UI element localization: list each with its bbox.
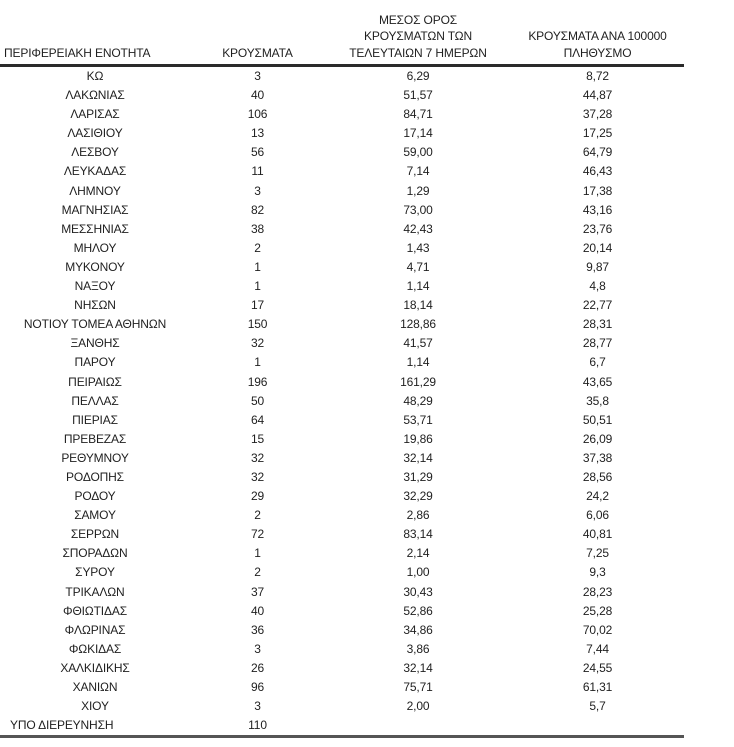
cell-avg7d: 31,29: [403, 469, 433, 484]
cell-cases: 56: [250, 145, 265, 160]
cell-cases: 1: [254, 279, 261, 294]
cell-per100k: 6,7: [589, 355, 606, 370]
cell-region: ΦΩΚΙΔΑΣ: [68, 641, 122, 656]
cell-region: ΝΗΣΩΝ: [74, 298, 116, 313]
cell-per100k: 35,8: [586, 393, 609, 408]
column-header-7day-average-line3: ΤΕΛΕΥΤΑΙΩΝ 7 ΗΜΕΡΩΝ: [349, 45, 487, 60]
cell-avg7d: 161,29: [400, 374, 436, 389]
table-row: [0, 86, 684, 105]
table-row: [0, 544, 684, 563]
cell-cases: 2: [254, 508, 261, 523]
cell-per100k: 37,38: [582, 450, 613, 465]
column-header-region: [0, 45, 190, 65]
cell-avg7d: 4,71: [406, 259, 430, 274]
column-header-per-100000: [511, 28, 684, 64]
cell-per100k: 6,06: [586, 508, 609, 523]
table-row: [0, 143, 684, 162]
cell-avg7d: 30,43: [403, 584, 433, 599]
cell-avg7d: 51,57: [403, 88, 433, 103]
cell-cases: 17: [250, 298, 265, 313]
table-row: [0, 334, 684, 353]
cell-per100k: 24,2: [586, 489, 609, 504]
table-row: [0, 716, 684, 735]
table-row: [0, 296, 684, 315]
cell-region: ΛΕΥΚΑΔΑΣ: [63, 164, 127, 179]
cell-avg7d: 41,57: [403, 336, 433, 351]
cell-cases: 32: [250, 469, 265, 484]
cell-cases: 106: [247, 107, 268, 122]
table-header-row: [0, 0, 684, 67]
cell-region: ΝΑΞΟΥ: [74, 279, 116, 294]
table-row: [0, 315, 684, 334]
cell-avg7d: 83,14: [403, 527, 433, 542]
cell-per100k: 24,55: [582, 660, 613, 675]
cell-per100k: 4,8: [589, 279, 606, 294]
cell-cases: 50: [250, 393, 265, 408]
column-header-per-100000-line1: ΚΡΟΥΣΜΑΤΑ ΑΝΑ 100000: [528, 29, 667, 43]
cell-per100k: 17,38: [582, 183, 613, 198]
cell-cases: 32: [250, 336, 265, 351]
cell-region: ΦΛΩΡΙΝΑΣ: [64, 622, 126, 637]
cell-region: ΧΑΛΚΙΔΙΚΗΣ: [60, 660, 130, 675]
table-row: [0, 162, 684, 181]
cell-avg7d: 52,86: [403, 603, 433, 618]
cell-avg7d: 2,86: [406, 508, 430, 523]
cell-region: ΦΘΙΩΤΙΔΑΣ: [63, 603, 127, 618]
column-header-7day-average: [325, 12, 511, 65]
column-header-cases: [190, 45, 325, 65]
cell-cases: 26: [250, 660, 265, 675]
table-row: [0, 506, 684, 525]
cell-per100k: 23,76: [582, 221, 613, 236]
table-row: [0, 201, 684, 220]
table-row: [0, 468, 684, 487]
table-row: [0, 258, 684, 277]
table-row: [0, 182, 684, 201]
column-header-per-100000-line2: ΠΛΗΘΥΣΜΟ: [563, 45, 632, 60]
cell-avg7d: 1,29: [406, 183, 430, 198]
cell-cases: 15: [250, 431, 265, 446]
cell-avg7d: 84,71: [403, 107, 433, 122]
cell-per100k: 28,56: [582, 469, 613, 484]
table-row: [0, 411, 684, 430]
cell-cases: 72: [250, 527, 265, 542]
cell-avg7d: 6,29: [406, 69, 430, 83]
column-header-cases-label: ΚΡΟΥΣΜΑΤΑ: [222, 45, 293, 60]
cell-cases: 37: [250, 584, 265, 599]
cell-per100k: 43,16: [582, 202, 613, 217]
cell-avg7d: 32,14: [403, 660, 433, 675]
cell-region: ΤΡΙΚΑΛΩΝ: [65, 584, 125, 599]
cell-region: ΛΗΜΝΟΥ: [69, 183, 121, 198]
cell-per100k: 25,28: [582, 603, 613, 618]
cell-cases: 3: [254, 641, 261, 656]
cell-region: ΛΕΣΒΟΥ: [71, 145, 119, 160]
table-row: [0, 353, 684, 372]
cell-cases: 38: [250, 221, 265, 236]
cell-region: ΜΥΚΟΝΟΥ: [65, 259, 125, 274]
column-header-region-label: ΠΕΡΙΦΕΡΕΙΑΚΗ ΕΝΟΤΗΤΑ: [4, 45, 151, 60]
cell-per100k: 17,25: [582, 126, 613, 141]
cell-avg7d: 1,14: [406, 279, 430, 294]
cell-avg7d: 34,86: [403, 622, 433, 637]
cell-region: ΛΑΣΙΘΙΟΥ: [67, 126, 123, 141]
cell-avg7d: 1,00: [406, 565, 430, 580]
cell-cases: 36: [250, 622, 265, 637]
cell-avg7d: 18,14: [403, 298, 433, 313]
table-row: [0, 697, 684, 716]
cell-cases: 96: [250, 680, 265, 694]
cell-region: ΡΟΔΟΠΗΣ: [66, 469, 124, 484]
cell-region: ΝΟΤΙΟΥ ΤΟΜΕΑ ΑΘΗΝΩΝ: [23, 317, 167, 332]
cell-avg7d: 48,29: [403, 393, 433, 408]
cell-per100k: 50,51: [582, 412, 613, 427]
cell-cases: 40: [250, 603, 265, 618]
cell-avg7d: 59,00: [403, 145, 433, 160]
cell-per100k: 28,23: [582, 584, 613, 599]
cell-region: ΧΑΝΙΩΝ: [72, 680, 118, 694]
cell-avg7d: 75,71: [403, 680, 433, 694]
cell-cases: 3: [254, 699, 261, 714]
cell-cases: 1: [254, 355, 261, 370]
table-row: [0, 239, 684, 258]
cell-cases: 110: [248, 718, 267, 733]
cell-per100k: 28,77: [582, 336, 613, 351]
cell-region: ΛΑΚΩΝΙΑΣ: [65, 88, 125, 103]
cell-region: ΣΑΜΟΥ: [74, 508, 116, 523]
cell-per100k: 5,7: [589, 699, 606, 714]
cell-avg7d: 2,00: [406, 699, 430, 714]
table-row: [0, 277, 684, 296]
cell-avg7d: 19,86: [403, 431, 433, 446]
table-row: [0, 621, 684, 640]
table-row: [0, 659, 684, 678]
cell-region: ΞΑΝΘΗΣ: [70, 336, 120, 351]
cell-cases: 82: [250, 202, 265, 217]
cell-per100k: 9,3: [589, 565, 606, 580]
cell-per100k: 9,87: [586, 259, 609, 274]
cell-per100k: 22,77: [582, 298, 613, 313]
cell-per100k: 44,87: [582, 88, 613, 103]
table-row: [0, 392, 684, 411]
cell-per100k: 20,14: [582, 240, 613, 255]
cell-per100k: 7,25: [586, 546, 609, 561]
table-row: [0, 602, 684, 621]
cell-per100k: 26,09: [582, 431, 613, 446]
cell-region: ΠΕΛΛΑΣ: [71, 393, 119, 408]
table-row: [0, 525, 684, 544]
cell-avg7d: 2,14: [406, 546, 430, 561]
cell-region: ΡΕΘΥΜΝΟΥ: [61, 450, 129, 465]
cell-region: ΠΙΕΡΙΑΣ: [72, 412, 118, 427]
cell-avg7d: 1,43: [406, 240, 430, 255]
table-row: [0, 678, 684, 697]
cell-per100k: 37,28: [582, 107, 613, 122]
cell-per100k: 46,43: [582, 164, 613, 179]
cell-avg7d: 128,86: [400, 317, 436, 332]
table-row: [0, 373, 684, 392]
cell-per100k: 8,72: [586, 69, 609, 83]
cell-per100k: 7,44: [586, 641, 609, 656]
cell-cases: 3: [254, 69, 261, 83]
column-header-7day-average-line2: ΚΡΟΥΣΜΑΤΩΝ ΤΩΝ: [363, 29, 472, 43]
cell-region: ΣΥΡΟΥ: [75, 565, 115, 580]
cell-region: ΣΕΡΡΩΝ: [70, 527, 120, 542]
cell-region: ΠΕΙΡΑΙΩΣ: [68, 374, 122, 389]
cell-avg7d: 17,14: [403, 126, 433, 141]
cell-per100k: 28,31: [582, 317, 613, 332]
cell-region: ΡΟΔΟΥ: [74, 489, 116, 504]
cell-cases: 2: [254, 565, 261, 580]
table-row: [0, 640, 684, 659]
table-row: [0, 583, 684, 602]
cell-avg7d: 73,00: [403, 202, 433, 217]
cell-per100k: 64,79: [582, 145, 613, 160]
cell-per100k: 61,31: [582, 680, 613, 694]
table-row: [0, 124, 684, 143]
cell-cases: 150: [247, 317, 268, 332]
cell-avg7d: 42,43: [403, 221, 433, 236]
cell-region: ΠΑΡΟΥ: [74, 355, 116, 370]
cell-cases: 40: [250, 88, 265, 103]
table-row: [0, 220, 684, 239]
table-row: [0, 563, 684, 582]
table-row: [0, 67, 684, 86]
cell-avg7d: 53,71: [403, 412, 433, 427]
cell-per100k: 70,02: [582, 622, 613, 637]
cell-cases: 11: [251, 164, 264, 179]
cell-avg7d: 1,14: [406, 355, 430, 370]
cell-cases: 32: [250, 450, 265, 465]
cell-cases: 3: [254, 183, 261, 198]
cell-region: ΛΑΡΙΣΑΣ: [70, 107, 120, 122]
table-body: [0, 67, 684, 738]
cell-avg7d: 3,86: [406, 641, 430, 656]
cell-avg7d: 32,29: [403, 489, 433, 504]
cell-region: ΠΡΕΒΕΖΑΣ: [63, 431, 127, 446]
cell-cases: 1: [254, 546, 261, 561]
cell-avg7d: 32,14: [403, 450, 433, 465]
cell-region: ΧΙΟΥ: [81, 699, 109, 714]
cell-cases: 29: [250, 489, 265, 504]
cell-cases: 64: [250, 412, 265, 427]
table-row: [0, 105, 684, 124]
cell-cases: 13: [250, 126, 265, 141]
cell-region: ΜΗΛΟΥ: [73, 240, 117, 255]
table-row: [0, 487, 684, 506]
table-row: [0, 430, 684, 449]
cell-cases: 2: [254, 240, 261, 255]
cell-region: ΚΩ: [86, 69, 104, 83]
cell-avg7d: 7,14: [406, 164, 430, 179]
cell-per100k: 43,65: [582, 374, 613, 389]
cell-region: ΣΠΟΡΑΔΩΝ: [62, 546, 128, 561]
cell-region: ΜΕΣΣΗΝΙΑΣ: [61, 221, 129, 236]
cell-region: ΜΑΓΝΗΣΙΑΣ: [61, 202, 129, 217]
cell-region: ΥΠΟ ΔΙΕΡΕΥΝΗΣΗ: [10, 718, 114, 733]
cell-cases: 1: [254, 259, 261, 274]
cell-cases: 196: [247, 374, 268, 389]
column-header-7day-average-line1: ΜΕΣΟΣ ΟΡΟΣ: [378, 12, 458, 27]
table-row: [0, 449, 684, 468]
cell-per100k: 40,81: [582, 527, 613, 542]
